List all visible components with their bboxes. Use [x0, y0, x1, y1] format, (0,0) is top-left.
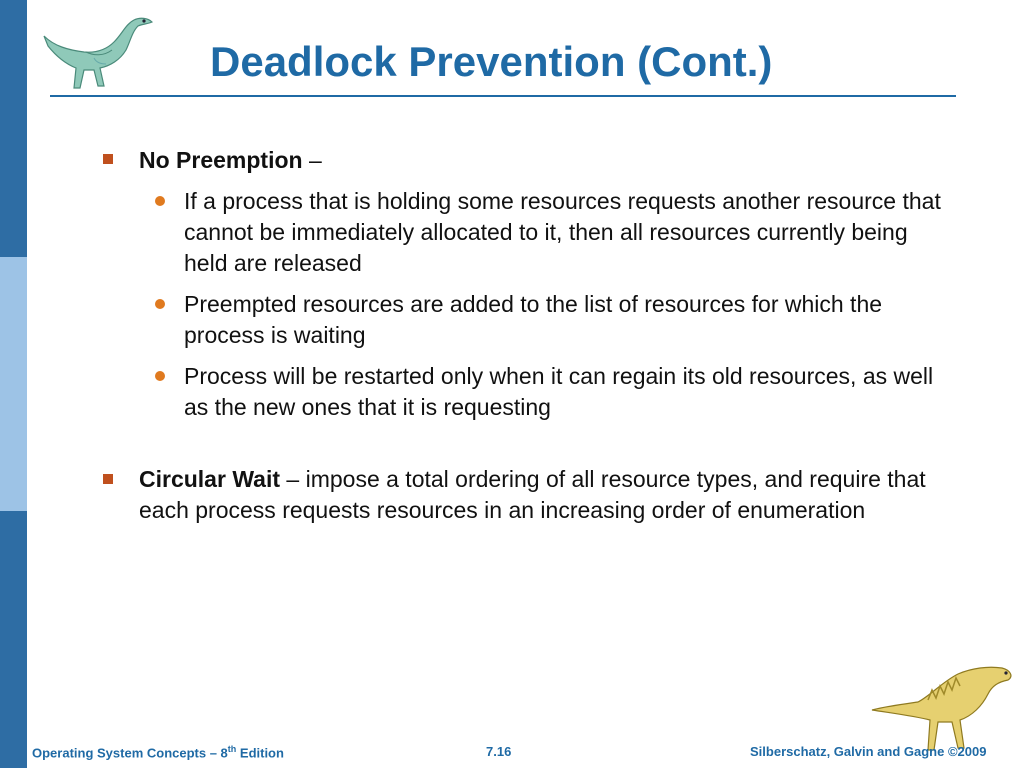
sidebar-bottom: [0, 511, 27, 768]
bullet-dot-icon: [155, 196, 165, 206]
sub-bullet-text: Process will be restarted only when it can regain its old resources, as well as the new ones that it is requesting: [184, 363, 934, 420]
sidebar-top: [0, 0, 27, 257]
title-divider: [50, 95, 956, 97]
bullet-dot-icon: [155, 299, 165, 309]
page-number: 7.16: [486, 744, 512, 759]
footer-authors: Silberschatz, Galvin and Gagne ©2009: [750, 744, 987, 759]
bullet-heading: No Preemption: [139, 147, 303, 173]
footer-superscript: th: [227, 744, 237, 754]
bullet-separator: –: [302, 147, 322, 173]
bullet-body: – impose a total ordering of all resource types, and require that each process requests resources in an increasing order of enumeration: [139, 466, 926, 523]
bullet-circular-wait: [139, 464, 959, 526]
bullet-no-preemption: [139, 145, 959, 176]
footer-book-title-text: Operating System Concepts – 8: [32, 745, 228, 761]
sidebar-middle: [0, 257, 27, 511]
bullet-square-icon: [103, 154, 113, 164]
footer-book-title: [32, 744, 284, 760]
slide-title: Deadlock Prevention (Cont.): [210, 38, 773, 85]
dinosaur-logo-top: [34, 6, 158, 92]
footer-edition-text: Edition: [236, 745, 284, 761]
bullet-square-icon: [103, 474, 113, 484]
bullet-heading: Circular Wait: [139, 466, 281, 492]
sub-bullet-text: Preempted resources are added to the list of resources for which the process is waiting: [184, 291, 883, 348]
bullet-dot-icon: [155, 371, 165, 381]
sub-bullet-text: If a process that is holding some resources requests another resource that cannot be immediately allocated to it, then all resources currently being held are released: [184, 188, 941, 276]
